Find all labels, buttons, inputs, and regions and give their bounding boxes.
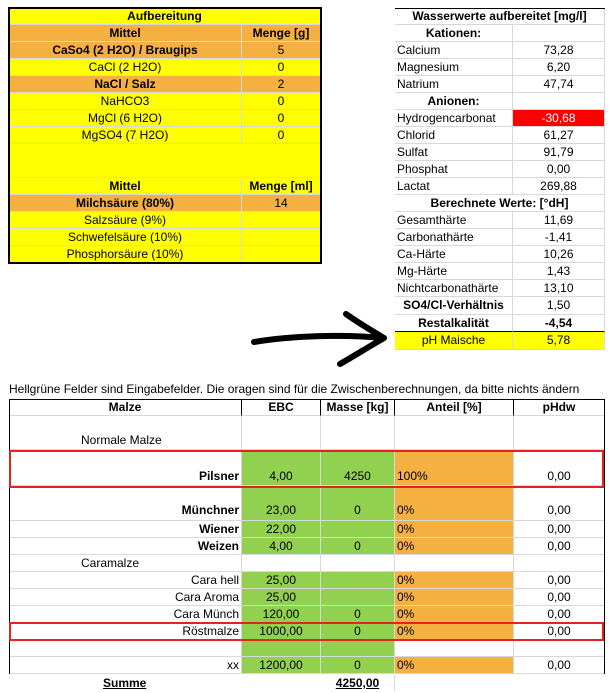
salt-label: NaHCO3 [9,93,242,110]
blank-cell [514,640,605,657]
col-phdw: pHdw [514,399,605,416]
hardness-value: 10,26 [513,246,605,263]
section-normale: Normale Malze [9,416,242,450]
malt-anteil: 0% [395,606,514,623]
blank-cell [321,555,395,572]
hardness-label: Gesamthärte [395,212,513,229]
malt-name: Pilsner [9,450,242,486]
blank-cell [395,416,514,450]
malze-right-border [604,399,605,674]
summe-value: 4250,00 [321,675,395,691]
malt-masse[interactable] [321,589,395,606]
malt-phdw: 0,00 [514,521,605,538]
malt-ebc[interactable]: 120,00 [242,606,321,623]
malt-ebc[interactable]: 1000,00 [242,623,321,640]
malt-anteil: 0% [395,657,514,674]
malt-anteil: 0% [395,589,514,606]
malt-name: Cara Münch [9,606,242,623]
malt-name: Münchner [9,486,242,521]
col-masse: Masse [kg] [321,399,395,416]
blank-cell [514,555,605,572]
blank-cell[interactable] [321,640,395,657]
malt-phdw: 0,00 [514,486,605,521]
col-ebc: EBC [242,399,321,416]
blank-cell [513,93,605,110]
acid-value[interactable]: 14 [242,195,321,212]
ion-value: 91,79 [513,144,605,161]
salt-label: CaCl (2 H2O) [9,59,242,76]
ion-value: 0,00 [513,161,605,178]
hardness-value: -1,41 [513,229,605,246]
blank-cell [513,25,605,42]
ph-value: 5,78 [513,332,605,350]
so4cl-label: SO4/Cl-Verhältnis [395,297,513,315]
hardness-label: Ca-Härte [395,246,513,263]
spacer [9,144,321,178]
hardness-value: 13,10 [513,280,605,297]
malt-anteil: 100% [395,450,514,486]
malt-masse[interactable]: 4250 [321,450,395,486]
malze-table [9,399,605,693]
aufbereitung-header: Aufbereitung [9,8,321,25]
ion-label: Phosphat [395,161,513,178]
ion-label: Magnesium [395,59,513,76]
malze-top-border [9,399,605,400]
note-text: Hellgrüne Felder sind Eingabefelder. Die oragen sind für die Zwischenberechnungen, da bitte nichts ändern [9,382,580,396]
salt-label: CaSo4 (2 H2O) / Braugips [9,42,242,59]
malt-masse[interactable]: 0 [321,657,395,674]
malt-ebc[interactable]: 4,00 [242,538,321,555]
hardness-value: 1,43 [513,263,605,280]
hardness-label: Mg-Härte [395,263,513,280]
malt-name: Röstmalze [9,623,242,640]
wasserwerte-header: Wasserwerte aufbereitet [mg/l] [395,8,605,25]
malt-ebc[interactable]: 23,00 [242,486,321,521]
malt-masse[interactable] [321,572,395,589]
ion-value: 6,20 [513,59,605,76]
ion-value-negative: -30,68 [513,110,605,127]
malt-anteil: 0% [395,623,514,640]
salt-label: NaCl / Salz [9,76,242,93]
malt-ebc[interactable]: 25,00 [242,589,321,606]
malt-masse[interactable]: 0 [321,623,395,640]
col-anteil: Anteil [%] [395,399,514,416]
ion-label: Calcium [395,42,513,59]
malt-phdw: 0,00 [514,623,605,640]
ion-value: 47,74 [513,76,605,93]
salt-label: MgCl (6 H2O) [9,110,242,127]
acid-value[interactable] [242,246,321,263]
malt-ebc[interactable]: 22,00 [242,521,321,538]
malt-ebc[interactable]: 1200,00 [242,657,321,674]
salt-value[interactable]: 0 [242,127,321,144]
aufbereitung-table [9,8,321,264]
malt-masse[interactable]: 0 [321,538,395,555]
acid-label: Salzsäure (9%) [9,212,242,229]
wasserwerte-top-border [395,8,605,9]
section-caramalze: Caramalze [9,555,242,572]
ion-value: 61,27 [513,127,605,144]
malt-name: Weizen [9,538,242,555]
salt-value[interactable]: 5 [242,42,321,59]
blank-cell [9,640,242,657]
salt-value[interactable]: 0 [242,93,321,110]
malt-ebc[interactable]: 4,00 [242,450,321,486]
so4cl-value: 1,50 [513,297,605,315]
malt-masse[interactable]: 0 [321,486,395,521]
salt-value[interactable]: 0 [242,59,321,76]
col-menge-g: Menge [g] [242,25,321,42]
highlight-roestmalze [9,622,604,641]
blank-cell[interactable] [242,640,321,657]
salt-value[interactable]: 2 [242,76,321,93]
malt-phdw: 0,00 [514,657,605,674]
ion-value: 269,88 [513,178,605,195]
highlight-pilsner [9,450,604,488]
ion-label: Sulfat [395,144,513,161]
blank-cell [321,416,395,450]
hardness-label: Nichtcarbonathärte [395,280,513,297]
malt-name: Cara Aroma [9,589,242,606]
malt-name: Wiener [9,521,242,538]
berechnet-title: Berechnete Werte: [°dH] [395,195,605,212]
acid-value[interactable] [242,212,321,229]
malt-anteil: 0% [395,521,514,538]
acid-label: Schwefelsäure (10%) [9,229,242,246]
acid-label: Milchsäure (80%) [9,195,242,212]
blank-cell [395,555,514,572]
malt-phdw: 0,00 [514,450,605,486]
malt-phdw: 0,00 [514,606,605,623]
blank-cell [242,555,321,572]
hardness-label: Carbonathärte [395,229,513,246]
ion-label: Lactat [395,178,513,195]
ion-label: Hydrogencarbonat [395,110,513,127]
malt-phdw: 0,00 [514,538,605,555]
col-mittel: Mittel [9,25,242,42]
malt-name: Cara hell [9,572,242,589]
ph-label: pH Maische [395,332,513,350]
blank-cell [514,416,605,450]
ion-value: 73,28 [513,42,605,59]
malt-phdw: 0,00 [514,572,605,589]
wasserwerte-table [395,8,605,351]
malt-anteil: 0% [395,538,514,555]
acid-label: Phosphorsäure (10%) [9,246,242,263]
blank-cell [395,640,514,657]
malt-ebc[interactable]: 25,00 [242,572,321,589]
restalk-label: Restalkalität [395,315,513,332]
col-mittel-2: Mittel [9,178,242,195]
salt-label: MgSO4 (7 H2O) [9,127,242,144]
malt-anteil: 0% [395,486,514,521]
col-malze: Malze [9,399,242,416]
kationen-title: Kationen: [395,25,513,42]
anionen-title: Anionen: [395,93,513,110]
blank-cell [242,416,321,450]
malt-masse[interactable] [321,521,395,538]
col-menge-ml: Menge [ml] [242,178,321,195]
hardness-value: 11,69 [513,212,605,229]
malt-phdw: 0,00 [514,589,605,606]
ion-label: Natrium [395,76,513,93]
acid-value[interactable] [242,229,321,246]
malt-anteil: 0% [395,572,514,589]
malt-masse[interactable]: 0 [321,606,395,623]
arrow-right-icon [250,308,390,368]
summe-label: Summe [103,676,147,690]
restalk-value: -4,54 [513,315,605,332]
salt-value[interactable]: 0 [242,110,321,127]
malt-name: xx [9,657,242,674]
ion-label: Chlorid [395,127,513,144]
